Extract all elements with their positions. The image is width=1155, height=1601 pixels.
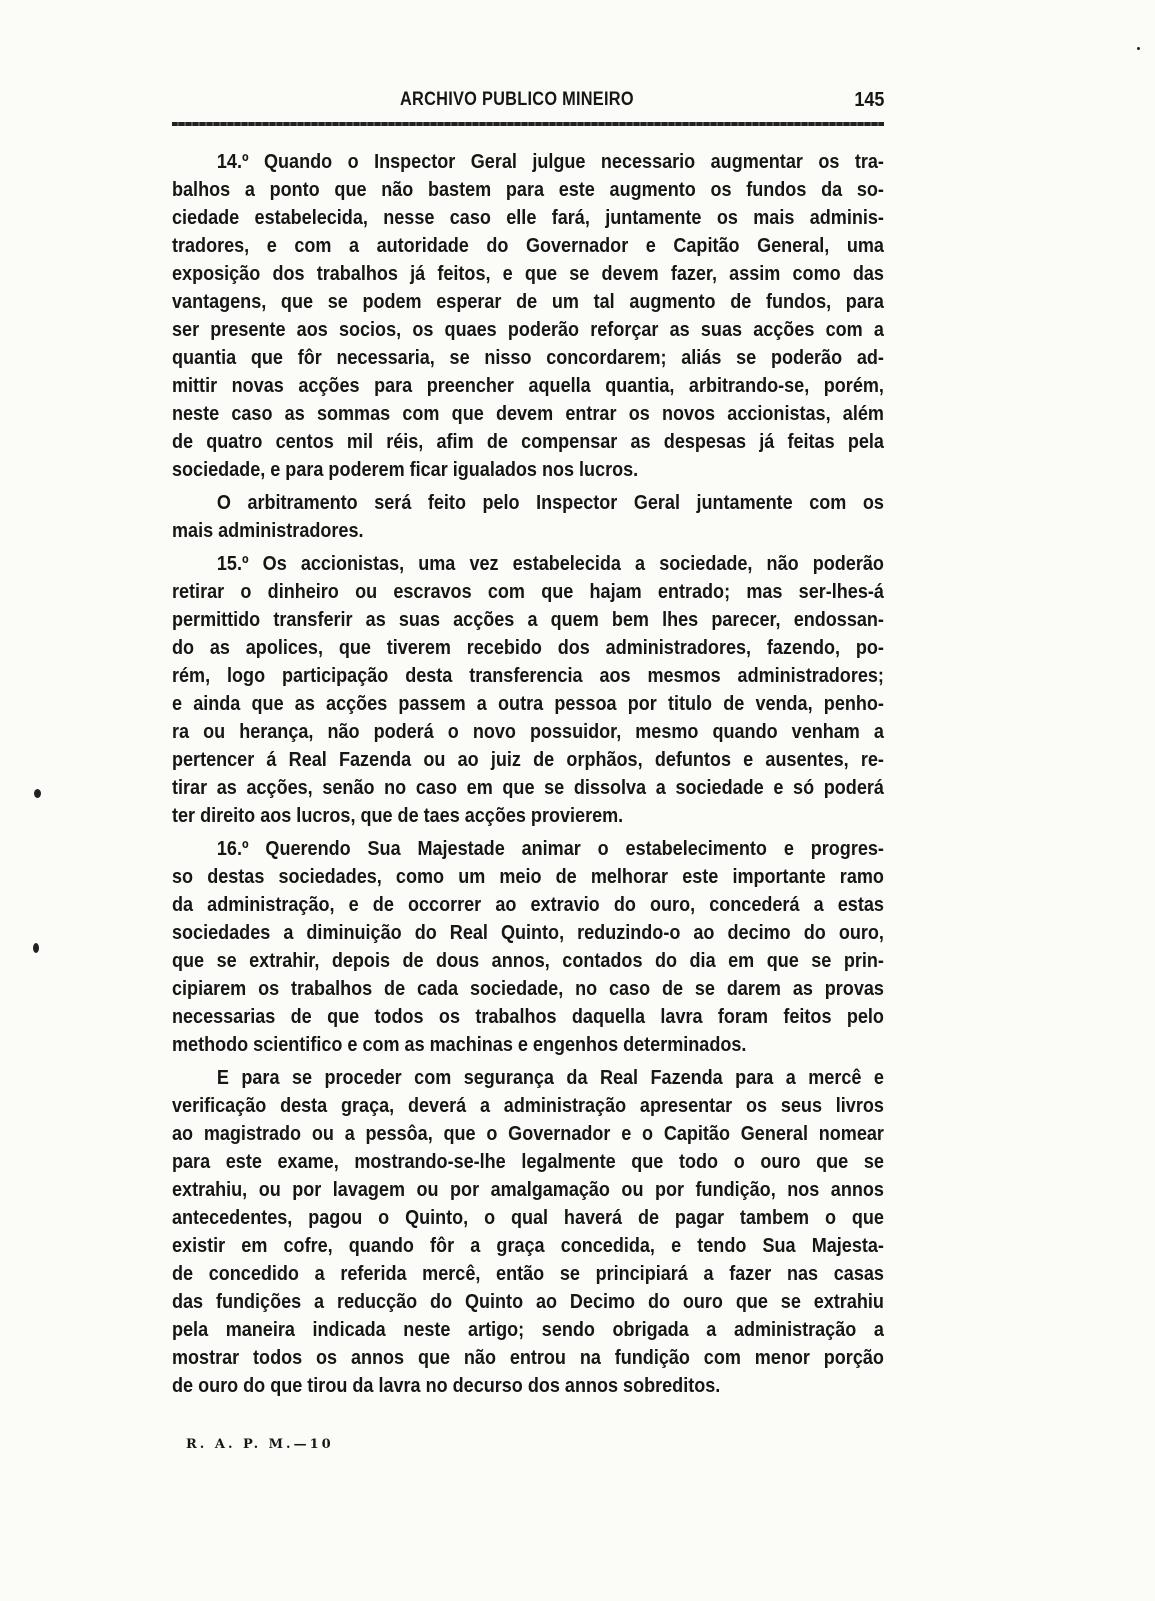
text-line: extrahiu, ou por lavagem ou por amalgamação ou por fundição, nos annos bbox=[172, 1178, 884, 1201]
text-line: do as apolices, que tiverem recebido dos administradores, fazendo, po- bbox=[172, 636, 884, 659]
scan-speck bbox=[1137, 47, 1140, 50]
text-line: neste caso as sommas com que devem entrar os novos accionistas, além bbox=[172, 402, 884, 425]
text-line: rém, logo participação desta transferencia aos mesmos administradores; bbox=[172, 664, 884, 687]
text-line: e ainda que as acções passem a outra pessoa por titulo de venda, penho- bbox=[172, 692, 884, 715]
text-line: quantia que fôr necessaria, se nisso concordarem; aliás se poderão ad- bbox=[172, 346, 884, 369]
text-line: que se extrahir, depois de dous annos, contados do dia em que se prin- bbox=[172, 949, 884, 972]
text-line: so destas sociedades, como um meio de melhorar este importante ramo bbox=[172, 865, 884, 888]
text-line: antecedentes, pagou o Quinto, o qual haverá de pagar tambem o que bbox=[172, 1206, 884, 1229]
text-line: E para se proceder com segurança da Real Fazenda para a mercê e bbox=[216, 1066, 884, 1089]
paragraph bbox=[172, 550, 884, 830]
text-line: 16.º Querendo Sua Majestade animar o estabelecimento e progres- bbox=[216, 837, 884, 860]
text-line: ao magistrado ou a pessôa, que o Governador e o Capitão General nomear bbox=[172, 1122, 884, 1145]
text-line: 15.º Os accionistas, uma vez estabelecida a sociedade, não poderão bbox=[216, 552, 884, 575]
text-line: ra ou herança, não poderá o novo possuidor, mesmo quando venham a bbox=[172, 720, 884, 743]
text-line: exposição dos trabalhos já feitos, e que se devem fazer, assim como das bbox=[172, 262, 884, 285]
text-line: mostrar todos os annos que não entrou na fundição com menor porção bbox=[172, 1346, 884, 1369]
text-line: mais administradores. bbox=[172, 519, 364, 542]
running-header bbox=[172, 89, 884, 119]
body-text bbox=[172, 148, 884, 1400]
text-line: methodo scientifico e com as machinas e engenhos determinados. bbox=[172, 1033, 747, 1056]
text-line: ser presente aos socios, os quaes poderão reforçar as suas acções com a bbox=[172, 318, 884, 341]
scan-speck bbox=[33, 943, 39, 953]
header-title: ARCHIVO PUBLICO MINEIRO bbox=[400, 89, 634, 110]
text-line: necessarias de que todos os trabalhos daquella lavra foram feitos pelo bbox=[172, 1005, 884, 1028]
text-line: mittir novas acções para preencher aquella quantia, arbitrando-se, porém, bbox=[172, 374, 884, 397]
text-line: ciedade estabelecida, nesse caso elle fará, juntamente os mais adminis- bbox=[172, 206, 884, 229]
text-line: 14.º Quando o Inspector Geral julgue necessario augmentar os tra- bbox=[216, 150, 884, 173]
text-line: tradores, e com a autoridade do Governador e Capitão General, uma bbox=[172, 234, 884, 257]
text-line: pela maneira indicada neste artigo; sendo obrigada a administração a bbox=[172, 1318, 884, 1341]
text-line: de quatro centos mil réis, afim de compensar as despesas já feitas pela bbox=[172, 430, 884, 453]
text-line: O arbitramento será feito pelo Inspector Geral juntamente com os bbox=[216, 491, 884, 514]
printer-signature: R. A. P. M.—10 bbox=[186, 1437, 334, 1452]
text-line: sociedade, e para poderem ficar igualados nos lucros. bbox=[172, 458, 639, 481]
paragraph bbox=[172, 1064, 884, 1400]
text-line: retirar o dinheiro ou escravos com que hajam entrado; mas ser-lhes-á bbox=[172, 580, 884, 603]
text-line: cipiarem os trabalhos de cada sociedade, no caso de se darem as provas bbox=[172, 977, 884, 1000]
text-line: de concedido a referida mercê, então se principiará a fazer nas casas bbox=[172, 1262, 884, 1285]
scan-speck bbox=[34, 789, 41, 798]
text-line: de ouro do que tirou da lavra no decurso dos annos sobreditos. bbox=[172, 1374, 721, 1397]
page-number: 145 bbox=[853, 89, 884, 111]
text-line: existir em cofre, quando fôr a graça concedida, e tendo Sua Majesta- bbox=[172, 1234, 884, 1257]
header-rule bbox=[172, 122, 884, 126]
text-line: verificação desta graça, deverá a administração apresentar os seus livros bbox=[172, 1094, 884, 1117]
text-line: pertencer á Real Fazenda ou ao juiz de orphãos, defuntos e ausentes, re- bbox=[172, 748, 884, 771]
text-line: das fundições a reducção do Quinto ao Decimo do ouro que se extrahiu bbox=[172, 1290, 884, 1313]
paragraph bbox=[172, 489, 884, 545]
text-line: sociedades a diminuição do Real Quinto, reduzindo-o ao decimo do ouro, bbox=[172, 921, 884, 944]
text-line: balhos a ponto que não bastem para este augmento os fundos da so- bbox=[172, 178, 884, 201]
text-line: vantagens, que se podem esperar de um tal augmento de fundos, para bbox=[172, 290, 884, 313]
text-line: para este exame, mostrando-se-lhe legalmente que todo o ouro que se bbox=[172, 1150, 884, 1173]
paragraph bbox=[172, 835, 884, 1059]
text-line: permittido transferir as suas acções a quem bem lhes parecer, endossan- bbox=[172, 608, 884, 631]
paragraph bbox=[172, 148, 884, 484]
text-line: tirar as acções, senão no caso em que se dissolva a sociedade e só poderá bbox=[172, 776, 884, 799]
text-line: ter direito aos lucros, que de taes acções provierem. bbox=[172, 804, 624, 827]
text-line: da administração, e de occorrer ao extravio do ouro, concederá a estas bbox=[172, 893, 884, 916]
